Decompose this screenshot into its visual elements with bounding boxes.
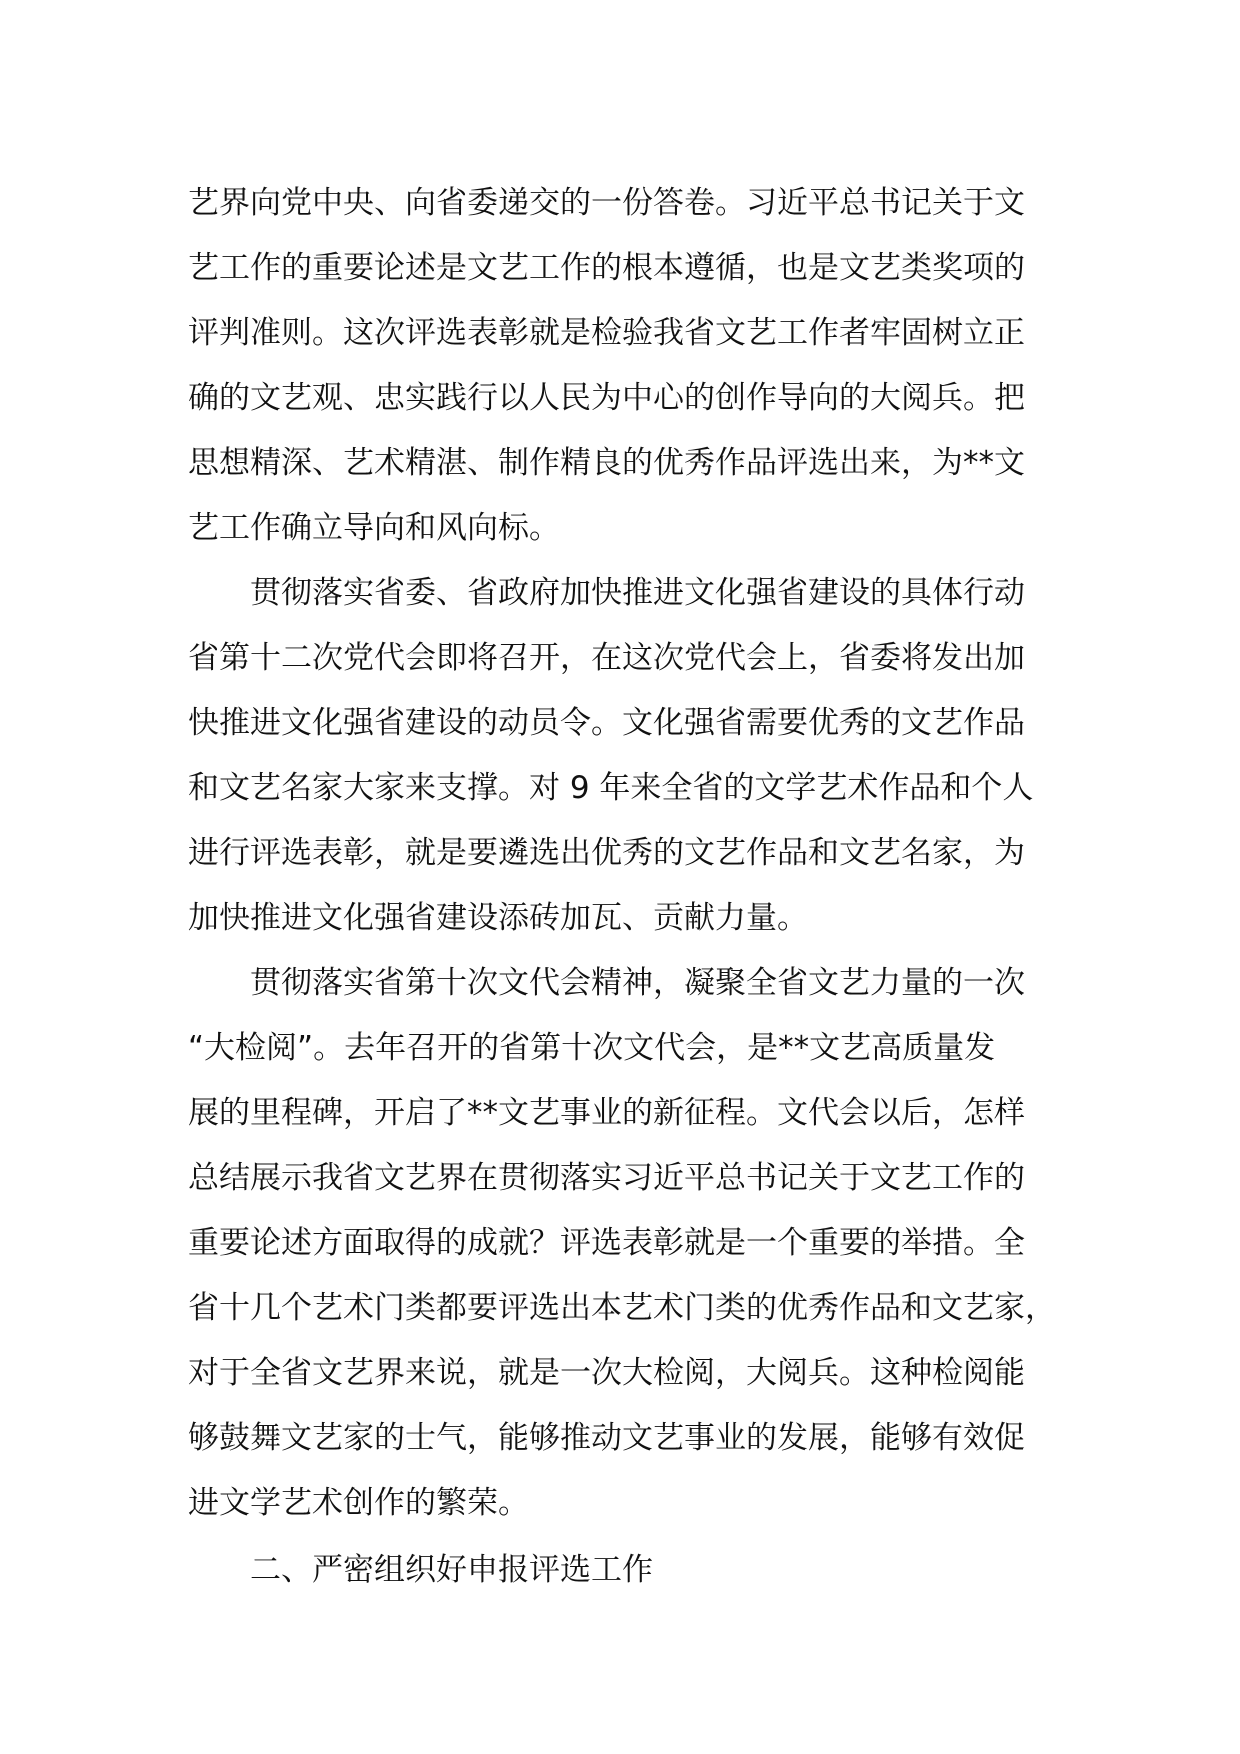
body-line: 快推进文化强省建设的动员令。文化强省需要优秀的文艺作品 (188, 705, 1025, 741)
body-line: 省第十二次党代会即将召开，在这次党代会上，省委将发出加 (188, 640, 1025, 676)
section-heading: 二、严密组织好申报评选工作 (250, 1552, 653, 1588)
body-line: 展的里程碑，开启了**文艺事业的新征程。文代会以后，怎样 (188, 1095, 1025, 1131)
body-line: 对于全省文艺界来说，就是一次大检阅，大阅兵。这种检阅能 (188, 1355, 1025, 1391)
body-line: 重要论述方面取得的成就？评选表彰就是一个重要的举措。全 (188, 1225, 1025, 1261)
body-line: 确的文艺观、忠实践行以人民为中心的创作导向的大阅兵。把 (188, 380, 1025, 416)
body-line: 评判准则。这次评选表彰就是检验我省文艺工作者牢固树立正 (188, 315, 1025, 351)
body-line: 艺界向党中央、向省委递交的一份答卷。习近平总书记关于文 (188, 185, 1025, 221)
body-line: 进行评选表彰，就是要遴选出优秀的文艺作品和文艺名家，为 (188, 835, 1025, 871)
body-line: 加快推进文化强省建设添砖加瓦、贡献力量。 (188, 900, 808, 936)
document-body (188, 171, 1088, 1536)
body-line: 总结展示我省文艺界在贯彻落实习近平总书记关于文艺工作的 (188, 1160, 1025, 1196)
body-line: 进文学艺术创作的繁荣。 (188, 1485, 529, 1521)
body-line: 够鼓舞文艺家的士气，能够推动文艺事业的发展，能够有效促 (188, 1420, 1025, 1456)
paragraph-heading: 贯彻落实省委、省政府加快推进文化强省建设的具体行动 (250, 575, 1025, 611)
paragraph-heading: 贯彻落实省第十次文代会精神，凝聚全省文艺力量的一次 (250, 965, 1025, 1001)
body-line: 思想精深、艺术精湛、制作精良的优秀作品评选出来，为**文 (188, 445, 1025, 481)
body-line: 和文艺名家大家来支撑。对 9 年来全省的文学艺术作品和个人 (188, 770, 1034, 806)
body-line: 艺工作确立导向和风向标。 (188, 510, 560, 546)
body-line: 省十几个艺术门类都要评选出本艺术门类的优秀作品和文艺家， (188, 1290, 1056, 1326)
body-line: 艺工作的重要论述是文艺工作的根本遵循，也是文艺类奖项的 (188, 250, 1025, 286)
body-line: “大检阅”。去年召开的省第十次文代会，是**文艺高质量发 (188, 1030, 996, 1066)
